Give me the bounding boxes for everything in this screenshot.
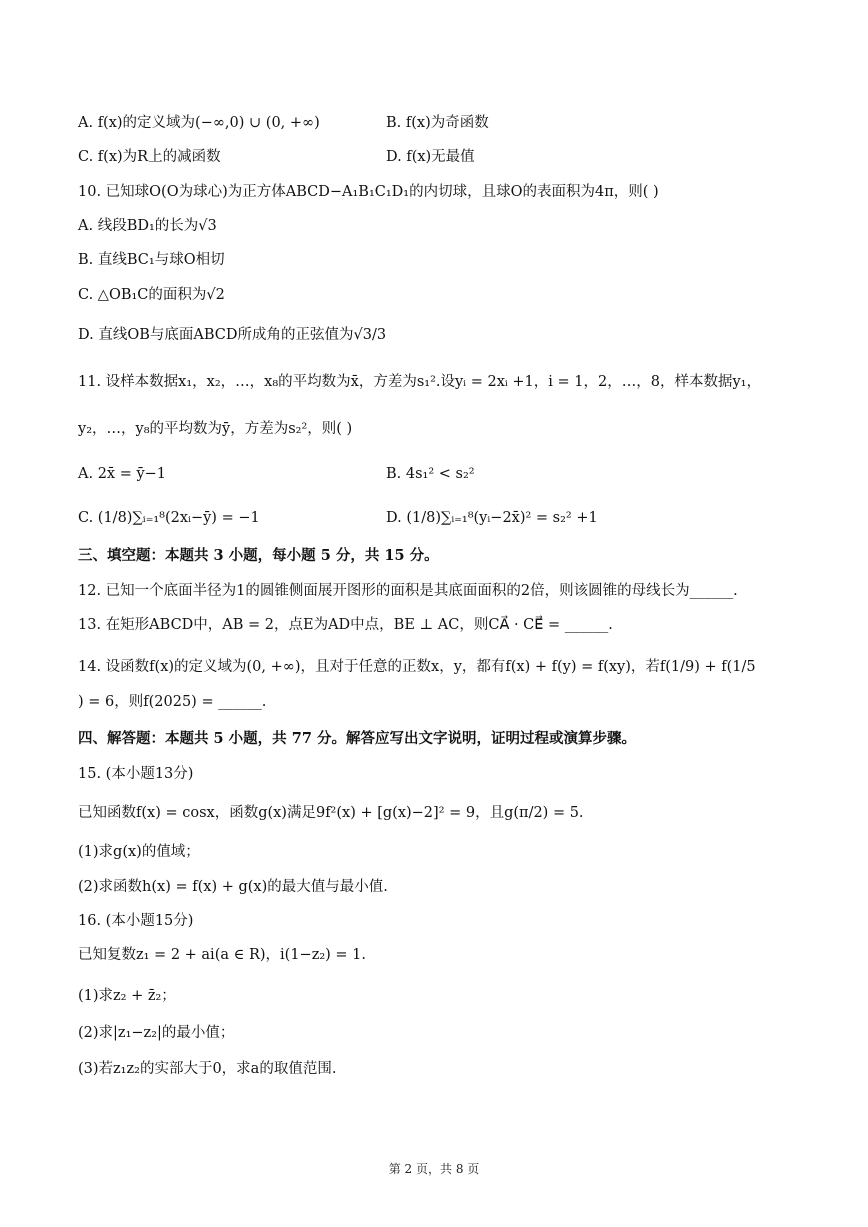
q16-part1: (1)求z₂ + z̄₂； [78,988,176,1004]
q9-option-d: D. f(x)无最值 [386,149,475,165]
q16-stem: 已知复数z₁ = 2 + ai(a ∈ R)，i(1−z₂) = 1. [78,947,367,963]
q11-option-b: B. 4s₁² < s₂² [386,466,475,482]
q16-heading: 16. (本小题15分) [78,913,194,929]
page-footer: 第 2 页，共 8 页 [388,1162,480,1176]
q9-option-a: A. f(x)的定义域为(−∞,0) ∪ (0, +∞) [78,115,320,131]
q15-heading: 15. (本小题13分) [78,766,194,782]
q11-stem-line2: y₂，…，y₈的平均数为ȳ，方差为s₂²，则( ) [78,421,353,437]
q10-option-c: C. △OB₁C的面积为√2 [78,287,225,303]
q10-option-d: D. 直线OB与底面ABCD所成角的正弦值为√3/3 [78,327,387,343]
q10-stem: 10. 已知球O(O为球心)为正方体ABCD−A₁B₁C₁D₁的内切球，且球O的表面积为4π，则( ) [78,184,659,200]
q15-stem: 已知函数f(x) = cosx，函数g(x)满足9f²(x) + [g(x)−2]² = 9，且g(π/2) = 5. [78,805,584,821]
q11-option-a: A. 2x̄ = ȳ−1 [78,466,167,482]
q14-line2: ) = 6，则f(2025) = ______. [78,694,267,710]
q12: 12. 已知一个底面半径为1的圆锥侧面展开图形的面积是其底面面积的2倍，则该圆锥的母线长为______. [78,583,738,599]
q13: 13. 在矩形ABCD中，AB = 2，点E为AD中点，BE ⊥ AC，则CA⃗ · CE⃗ = ______. [78,617,613,633]
q16-part3: (3)若z₁z₂的实部大于0，求a的取值范围. [78,1061,337,1077]
q15-part2: (2)求函数h(x) = f(x) + g(x)的最大值与最小值. [78,879,388,895]
q10-option-a: A. 线段BD₁的长为√3 [78,218,217,234]
q11-option-d: D. (1/8)∑ᵢ₌₁⁸(yᵢ−2x̄)² = s₂² +1 [386,510,598,526]
q14-line1: 14. 设函数f(x)的定义域为(0, +∞)，且对于任意的正数x，y，都有f(x) + f(y) = f(xy)，若f(1/9) + f(1/5 [78,659,756,675]
q9-option-b: B. f(x)为奇函数 [386,115,489,131]
q11-stem-line1: 11. 设样本数据x₁，x₂，…，x₈的平均数为x̄，方差为s₁².设yᵢ = 2xᵢ +1，i = 1，2，…，8，样本数据y₁， [78,374,761,390]
q15-part1: (1)求g(x)的值域； [78,844,200,860]
q11-option-c: C. (1/8)∑ᵢ₌₁⁸(2xᵢ−ȳ) = −1 [78,510,260,526]
q16-part2: (2)求|z₁−z₂|的最小值； [78,1025,235,1041]
q10-option-b: B. 直线BC₁与球O相切 [78,252,225,268]
section-4-heading: 四、解答题：本题共 5 小题，共 77 分。解答应写出文字说明，证明过程或演算步骤。 [78,730,636,747]
section-3-heading: 三、填空题：本题共 3 小题，每小题 5 分，共 15 分。 [78,547,439,564]
q9-option-c: C. f(x)为R上的减函数 [78,149,221,165]
